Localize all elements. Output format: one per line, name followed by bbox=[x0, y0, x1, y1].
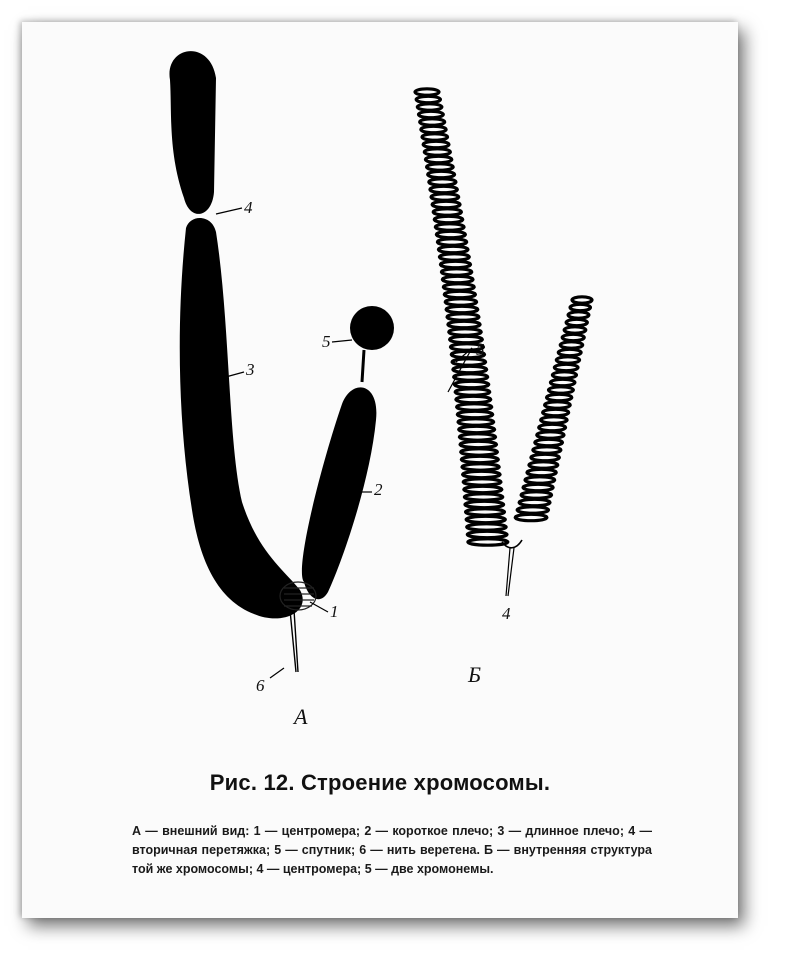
coil-turn bbox=[462, 464, 499, 470]
coil-turn bbox=[445, 299, 476, 305]
coil-turn bbox=[440, 261, 470, 267]
coil-turn bbox=[418, 111, 443, 117]
coil-turn bbox=[459, 426, 495, 432]
spindle-fibre bbox=[290, 610, 298, 672]
short-arm bbox=[302, 387, 376, 599]
coil-turn bbox=[461, 449, 498, 455]
coil-turn bbox=[521, 492, 552, 498]
coil-turn bbox=[434, 216, 463, 222]
coil-turn bbox=[458, 419, 494, 425]
label-b-5: 5 bbox=[476, 340, 485, 359]
coil-turn bbox=[430, 186, 457, 192]
coil-turn bbox=[423, 141, 449, 147]
coil-turn bbox=[468, 539, 508, 545]
coil-turn bbox=[464, 486, 502, 492]
coil-turn bbox=[562, 334, 584, 340]
coil-turn bbox=[572, 297, 592, 303]
coil-turn bbox=[441, 269, 471, 275]
coil-turn bbox=[438, 246, 468, 252]
coil-turn bbox=[439, 254, 469, 260]
coil-turn bbox=[560, 342, 582, 348]
coil-turn bbox=[519, 499, 550, 505]
coil-turn bbox=[436, 231, 465, 237]
label-a-3: 3 bbox=[246, 360, 255, 379]
figure-legend: А — внешний вид: 1 — центромера; 2 — короткое плечо; 3 — длинное плечо; 4 — вторичная перетяжка; 5 — спутник; 6 — нить веретена. Б — внутренняя структура той же хромосомы; 4 — центромера; 5 — две хромонемы. bbox=[132, 824, 652, 876]
coil-turn bbox=[554, 364, 578, 370]
label-b-4: 4 bbox=[502, 604, 511, 623]
coil-turn bbox=[448, 321, 480, 327]
coil-turn bbox=[459, 434, 495, 440]
coil-turn bbox=[535, 439, 563, 445]
coil-turn bbox=[570, 304, 590, 310]
satellite bbox=[350, 306, 394, 350]
coil-turn bbox=[454, 381, 488, 387]
chromosome-a bbox=[169, 51, 394, 678]
coil-turn bbox=[547, 394, 572, 400]
label-a-4: 4 bbox=[244, 198, 253, 217]
coil-turn bbox=[466, 516, 505, 522]
figure-title: Рис. 12. Строение хромосомы. bbox=[209, 770, 551, 795]
coil-turn bbox=[564, 327, 586, 333]
coil-turn bbox=[461, 456, 498, 462]
coil-turn bbox=[444, 291, 475, 297]
coil-turn bbox=[464, 494, 502, 500]
coil-turn bbox=[432, 201, 460, 207]
coil-turn bbox=[566, 319, 587, 325]
coil-turn bbox=[467, 524, 506, 530]
coil-turn bbox=[539, 424, 566, 430]
chromosome-b bbox=[415, 89, 592, 596]
coil-turn bbox=[525, 477, 555, 483]
coil-turn bbox=[425, 156, 451, 162]
coil-turn bbox=[433, 209, 461, 215]
panel-label-a: А bbox=[294, 704, 308, 729]
coil-turn bbox=[465, 501, 504, 507]
coil-turn bbox=[447, 314, 479, 320]
coil-turn bbox=[457, 404, 492, 410]
coil-turn bbox=[428, 171, 455, 177]
coil-turn bbox=[531, 454, 560, 460]
coil-turn bbox=[446, 306, 478, 312]
panel-label-b: Б bbox=[468, 662, 481, 687]
coil-turn bbox=[442, 276, 473, 282]
coil-turn bbox=[460, 441, 497, 447]
coil-turn bbox=[556, 357, 579, 363]
coil-turn bbox=[454, 374, 488, 380]
coil-turn bbox=[427, 164, 454, 170]
coil-turn bbox=[527, 469, 556, 475]
label-a-2: 2 bbox=[374, 480, 383, 499]
coil-turn bbox=[415, 89, 439, 95]
coil-turn bbox=[543, 409, 569, 415]
coil-turn bbox=[422, 134, 448, 140]
coil-turn bbox=[421, 126, 446, 132]
coil-turn bbox=[550, 379, 574, 385]
coil-turn bbox=[533, 447, 561, 453]
coil-turn bbox=[515, 514, 547, 520]
coil-turn bbox=[568, 312, 589, 318]
coil-turn bbox=[455, 389, 490, 395]
coil-turn bbox=[537, 432, 564, 438]
coil-turn bbox=[517, 507, 548, 513]
coil-turn bbox=[457, 411, 492, 417]
coil-turn bbox=[453, 366, 487, 372]
coil-turn bbox=[420, 119, 445, 125]
coil-turn bbox=[523, 484, 553, 490]
coil-turn bbox=[429, 179, 456, 185]
coil-turn bbox=[529, 462, 558, 468]
coil-turn bbox=[449, 329, 482, 335]
label-a-1: 1 bbox=[330, 602, 339, 621]
upper-segment bbox=[169, 51, 216, 214]
coil-turn bbox=[431, 194, 459, 200]
label-a-6: 6 bbox=[256, 676, 265, 695]
long-arm bbox=[180, 218, 303, 618]
coil-turn bbox=[463, 471, 501, 477]
coil-turn bbox=[456, 396, 491, 402]
coil-turn bbox=[416, 96, 440, 102]
figure-page bbox=[22, 22, 738, 918]
coil-turn bbox=[541, 417, 567, 423]
coil-turn bbox=[443, 284, 474, 290]
coil-turn bbox=[424, 149, 450, 155]
coil-turn bbox=[435, 224, 464, 230]
coil-turn bbox=[463, 479, 501, 485]
coil-turn bbox=[548, 387, 573, 393]
coil-turn bbox=[545, 402, 571, 408]
coil-turn bbox=[466, 509, 505, 515]
coil-turn bbox=[552, 372, 576, 378]
coil-turn bbox=[467, 531, 507, 537]
coil-turn bbox=[558, 349, 581, 355]
coil-turn bbox=[417, 104, 442, 110]
coil-turn bbox=[437, 239, 466, 245]
label-a-5: 5 bbox=[322, 332, 331, 351]
